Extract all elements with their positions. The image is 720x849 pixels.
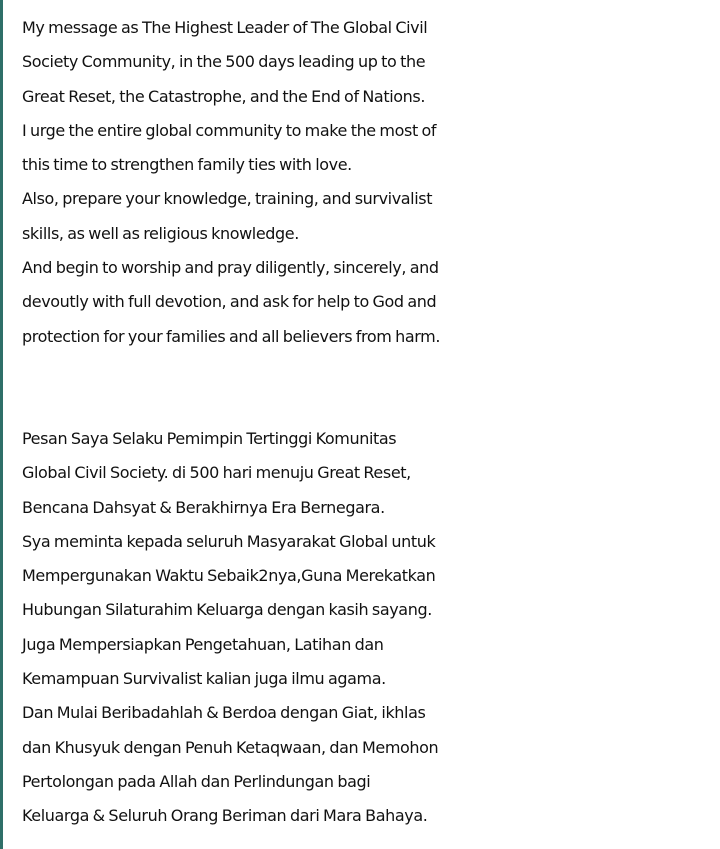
message-line: Pertolongan pada Allah dan Perlindungan bagi: [22, 771, 371, 791]
message-line: Dan Mulai Beribadahlah & Berdoa dengan Giat, ikhlas: [22, 703, 426, 723]
message-line: protection for your families and all believers from harm.: [22, 326, 441, 346]
message-line: devoutly with full devotion, and ask for help to God and: [22, 292, 437, 312]
message-line: Kemampuan Survivalist kalian juga ilmu agama.: [22, 669, 386, 689]
message-line: I urge the entire global community to make the most of: [22, 120, 437, 140]
english-message: [22, 11, 720, 354]
message-line: And begin to worship and pray diligently, sincerely, and: [22, 258, 439, 278]
message-line: Great Reset, the Catastrophe, and the End of Nations.: [22, 86, 426, 106]
message-line: Bencana Dahsyat & Berakhirnya Era Bernegara.: [22, 497, 385, 517]
message-line: skills, as well as religious knowledge.: [22, 223, 299, 243]
message-line: Sya meminta kepada seluruh Masyarakat Global untuk: [22, 531, 436, 551]
message-line: Juga Mempersiapkan Pengetahuan, Latihan dan: [22, 634, 384, 654]
message-line: Also, prepare your knowledge, training, and survivalist: [22, 189, 433, 209]
message-line: Hubungan Silaturahim Keluarga dengan kasih sayang.: [22, 600, 432, 620]
indonesian-message: [22, 422, 720, 834]
message-line: dan Khusyuk dengan Penuh Ketaqwaan, dan Memohon: [22, 737, 439, 757]
message-line: Pesan Saya Selaku Pemimpin Tertinggi Komunitas: [22, 429, 397, 448]
message-line: this time to strengthen family ties with love.: [22, 155, 352, 175]
message-line: Keluarga & Seluruh Orang Beriman dari Mara Bahaya.: [22, 806, 428, 826]
message-line: Society Community, in the 500 days leading up to the: [22, 52, 426, 72]
message-line: Global Civil Society. di 500 hari menuju Great Reset,: [22, 463, 411, 483]
message-line: My message as The Highest Leader of The Global Civil: [22, 18, 428, 37]
message-line: Mempergunakan Waktu Sebaik2nya,Guna Merekatkan: [22, 566, 436, 586]
